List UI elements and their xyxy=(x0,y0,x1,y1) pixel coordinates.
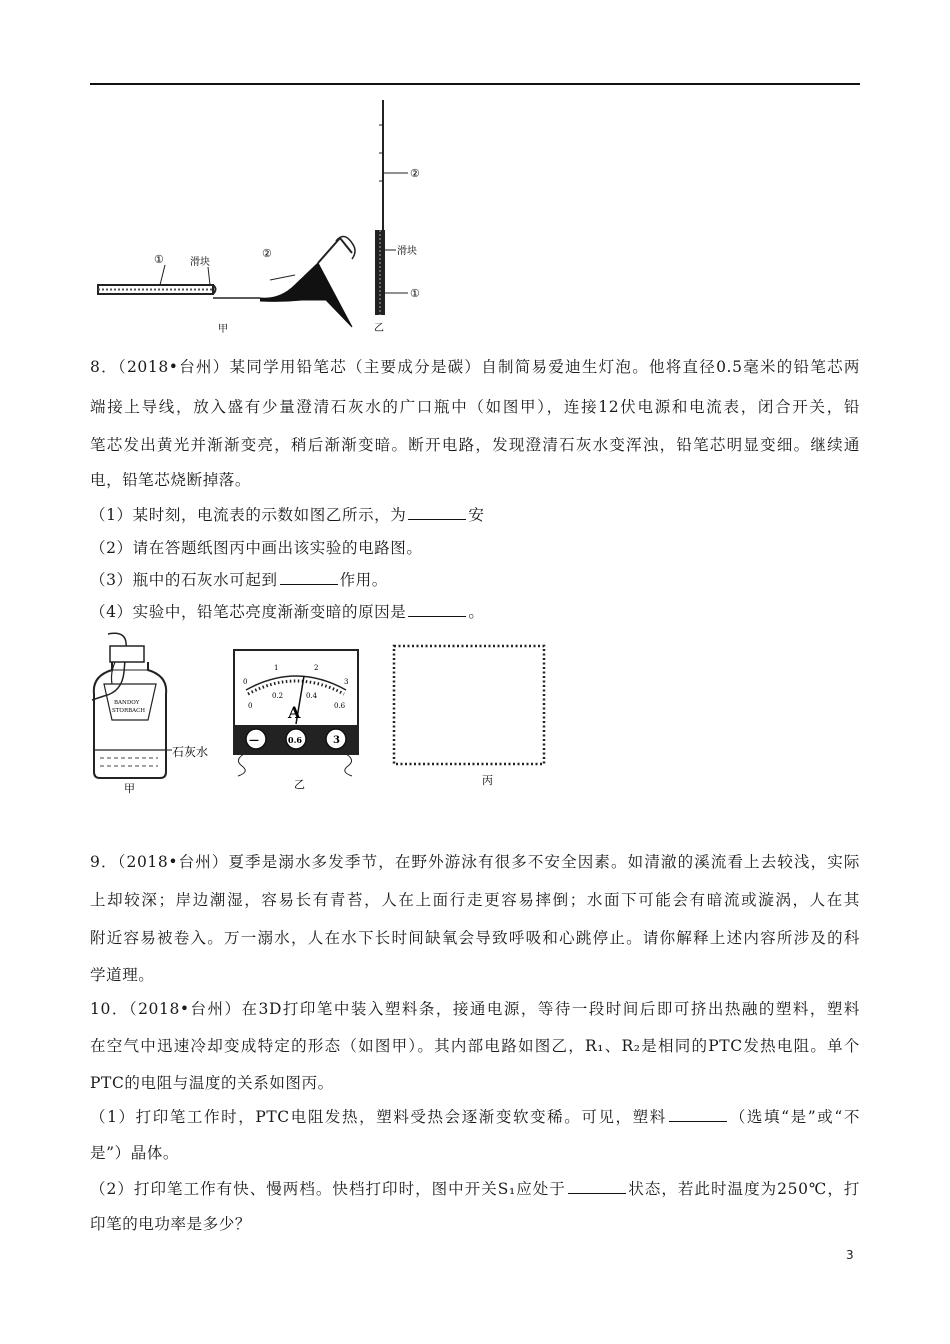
q10-sub1-blank[interactable] xyxy=(669,1107,727,1122)
q10-sub2-blank[interactable] xyxy=(568,1179,626,1194)
q8-sub4-blank[interactable] xyxy=(408,602,466,617)
scale-bottom-0: 0 xyxy=(248,702,253,710)
q10-sub2-text: （2）打印笔工作有快、慢两档。快档打印时，图中开关S₁应处于 xyxy=(90,1180,566,1198)
q8-sub3-text: （3）瓶中的石灰水可起到 xyxy=(90,571,278,589)
q10-line-2: 在空气中迅速冷却变成特定的形态（如图甲）。其内部电路如图乙，R₁、R₂是相同的PTC发热电阻。单个 xyxy=(90,1037,860,1055)
figure-top-yi xyxy=(374,100,420,334)
q9-line-4: 学道理。 xyxy=(90,966,155,984)
q8-sub2: （2）请在答题纸图丙中画出该实验的电路图。 xyxy=(90,539,423,557)
q10-sub1-line2: 是”）晶体。 xyxy=(90,1144,180,1162)
q8-sub4-text: （4）实验中，铅笔芯亮度渐渐变暗的原因是 xyxy=(90,603,407,621)
q8-sub1-blank[interactable] xyxy=(408,505,466,520)
q10-sub2-suffix: 状态，若此时温度为250℃，打 xyxy=(627,1180,860,1198)
jia-caption: 甲 xyxy=(218,324,228,335)
q10-line-3: PTC的电阻与温度的关系如图丙。 xyxy=(90,1074,334,1092)
q8-sub3-blank[interactable] xyxy=(280,570,338,585)
terminal-3: 3 xyxy=(333,735,340,746)
q8-intro-line-3: 笔芯发出黄光并渐渐变亮，稍后渐渐变暗。断开电路，发现澄清石灰水变浑浊，铅笔芯明显变细。继续通 xyxy=(90,436,860,454)
q8-sub4-suffix: 。 xyxy=(468,603,485,621)
jia-mark1: ① xyxy=(154,253,164,266)
q10-sub1-text: （1）打印笔工作时，PTC电阻发热，塑料受热会逐渐变软变稀。可见，塑料 xyxy=(90,1108,667,1126)
figure-top-jia xyxy=(98,236,355,335)
q8-fig-yi-caption: 乙 xyxy=(294,778,305,791)
scale-bottom-2: 0.4 xyxy=(306,692,318,700)
q8-fig-jia-bottle xyxy=(92,633,208,795)
yi-mark2: ② xyxy=(410,167,420,180)
scale-top-2: 2 xyxy=(314,664,319,672)
q9-line-2: 上却较深；岸边潮湿，容易长有青苔，人在上面行走更容易摔倒；水面下可能会有暗流或漩涡，人在其 xyxy=(90,891,860,909)
bottle-label-1: BANDOY xyxy=(114,700,140,706)
q8-sub1-unit: 安 xyxy=(468,506,485,524)
q8-figures xyxy=(88,632,588,797)
q8-fig-bing-caption: 丙 xyxy=(482,774,493,787)
q8-sub3-suffix: 作用。 xyxy=(339,571,388,589)
q8-fig-jia-caption: 甲 xyxy=(124,782,135,795)
header-rule xyxy=(90,83,860,85)
bottle-label-2: STORBACH xyxy=(112,708,146,714)
q8-fig-bing-box xyxy=(394,646,544,787)
jia-mark2: ② xyxy=(262,247,272,260)
q8-intro-line-4: 电，铅笔芯烧断掉落。 xyxy=(90,471,252,489)
q8-sub4 xyxy=(90,602,860,622)
q10-sub2-line2: 印笔的电功率是多少？ xyxy=(90,1215,252,1233)
q8-intro-line-2: 端接上导线，放入盛有少量澄清石灰水的广口瓶中（如图甲），连接12伏电源和电流表，闭合开关，铅 xyxy=(90,398,860,416)
page-number: 3 xyxy=(846,1248,854,1262)
q8-sub1-text: （1）某时刻，电流表的示数如图乙所示，为 xyxy=(90,506,407,524)
q10-sub2 xyxy=(90,1179,860,1199)
terminal-negative: — xyxy=(249,735,259,746)
q9-line-3: 附近容易被卷入。万一溺水，人在水下长时间缺氧会导致呼吸和心跳停止。请你解释上述内容所涉及的科 xyxy=(90,929,860,947)
scale-bottom-1: 0.2 xyxy=(272,692,284,700)
scale-top-3: 3 xyxy=(344,678,349,686)
scale-top-1: 1 xyxy=(274,664,279,672)
jia-slider-label: 滑块 xyxy=(190,257,210,268)
q8-sub1 xyxy=(90,505,860,525)
q10-sub1 xyxy=(90,1107,860,1127)
limewater-label: 石灰水 xyxy=(172,745,209,759)
q8-sub3 xyxy=(90,570,860,590)
q8-fig-yi-ammeter xyxy=(234,650,358,791)
yi-slider-label: 滑块 xyxy=(397,246,417,257)
q9-line-1: 9．（2018•台州）夏季是溺水多发季节，在野外游泳有很多不安全因素。如清澈的溪流看上去较浅，实际 xyxy=(90,853,860,871)
figure-top xyxy=(90,95,450,340)
q10-sub1-choice: （选填“是”或“不 xyxy=(728,1108,860,1126)
scale-top-0: 0 xyxy=(243,678,248,686)
scale-bottom-3: 0.6 xyxy=(334,702,346,710)
q8-intro-line-1: 8．（2018•台州）某同学用铅笔芯（主要成分是碳）自制简易爱迪生灯泡。他将直径0.5毫米的铅笔芯两 xyxy=(90,358,860,376)
q10-line-1: 10．（2018•台州）在3D打印笔中装入塑料条，接通电源，等待一段时间后即可挤出热融的塑料，塑料 xyxy=(90,1000,860,1018)
terminal-0-6: 0.6 xyxy=(288,735,302,745)
yi-caption: 乙 xyxy=(374,323,384,334)
ammeter-unit: A xyxy=(288,703,301,722)
yi-mark1: ① xyxy=(410,287,420,300)
